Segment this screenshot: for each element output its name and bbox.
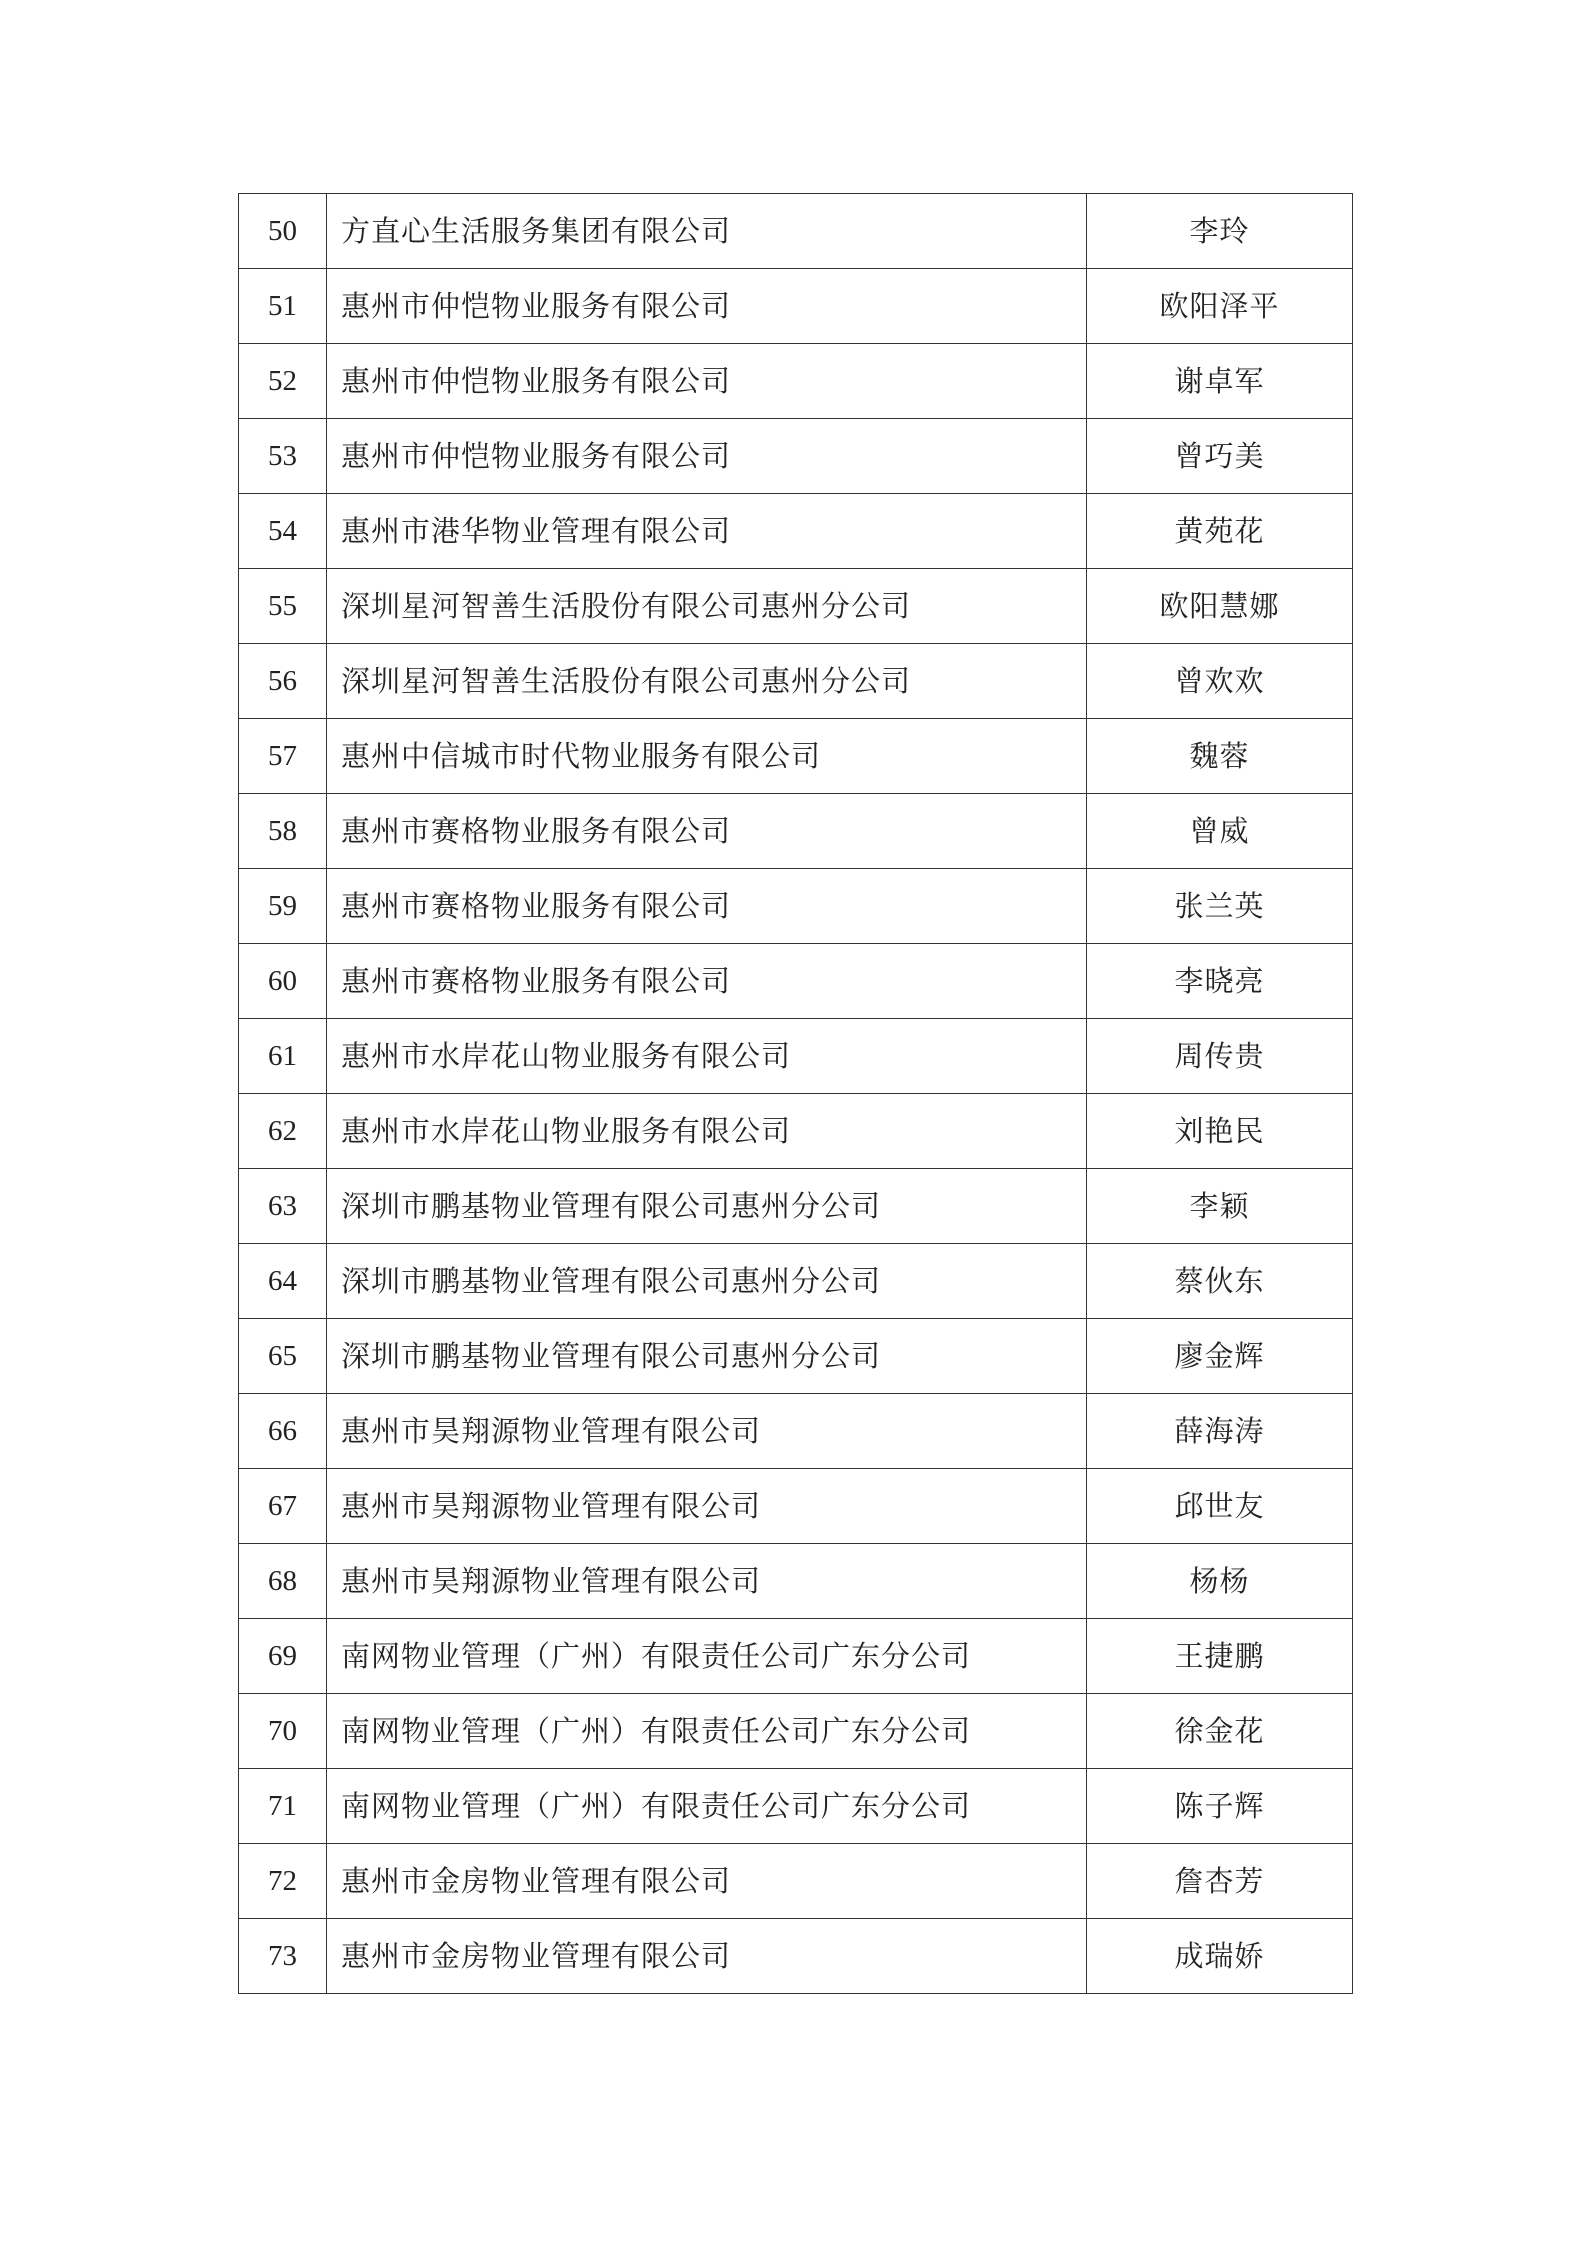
row-number: 56 xyxy=(239,644,327,719)
row-number: 61 xyxy=(239,1019,327,1094)
row-number: 67 xyxy=(239,1469,327,1544)
person-name: 成瑞娇 xyxy=(1087,1919,1353,1994)
person-name: 谢卓军 xyxy=(1087,344,1353,419)
person-name: 曾威 xyxy=(1087,794,1353,869)
company-name: 惠州市昊翔源物业管理有限公司 xyxy=(327,1394,1087,1469)
row-number: 66 xyxy=(239,1394,327,1469)
table-row xyxy=(239,269,1353,344)
person-name: 詹杏芳 xyxy=(1087,1844,1353,1919)
table-row xyxy=(239,1919,1353,1994)
person-name: 杨杨 xyxy=(1087,1544,1353,1619)
table-row xyxy=(239,719,1353,794)
table-row xyxy=(239,1469,1353,1544)
table-row xyxy=(239,1394,1353,1469)
row-number: 51 xyxy=(239,269,327,344)
company-name: 惠州市昊翔源物业管理有限公司 xyxy=(327,1544,1087,1619)
person-name: 李晓亮 xyxy=(1087,944,1353,1019)
table-row xyxy=(239,869,1353,944)
row-number: 53 xyxy=(239,419,327,494)
row-number: 50 xyxy=(239,194,327,269)
company-name: 惠州中信城市时代物业服务有限公司 xyxy=(327,719,1087,794)
company-name: 惠州市赛格物业服务有限公司 xyxy=(327,869,1087,944)
company-name: 方直心生活服务集团有限公司 xyxy=(327,194,1087,269)
person-name: 欧阳慧娜 xyxy=(1087,569,1353,644)
table-row xyxy=(239,1694,1353,1769)
table-row xyxy=(239,569,1353,644)
table-row xyxy=(239,1544,1353,1619)
table-row xyxy=(239,494,1353,569)
row-number: 54 xyxy=(239,494,327,569)
company-name: 深圳星河智善生活股份有限公司惠州分公司 xyxy=(327,569,1087,644)
company-name: 惠州市金房物业管理有限公司 xyxy=(327,1919,1087,1994)
company-name: 惠州市港华物业管理有限公司 xyxy=(327,494,1087,569)
company-name: 惠州市赛格物业服务有限公司 xyxy=(327,944,1087,1019)
person-name: 蔡伙东 xyxy=(1087,1244,1353,1319)
company-name: 惠州市仲恺物业服务有限公司 xyxy=(327,269,1087,344)
person-name: 曾欢欢 xyxy=(1087,644,1353,719)
company-name: 惠州市水岸花山物业服务有限公司 xyxy=(327,1019,1087,1094)
company-name: 深圳星河智善生活股份有限公司惠州分公司 xyxy=(327,644,1087,719)
company-name: 惠州市水岸花山物业服务有限公司 xyxy=(327,1094,1087,1169)
person-name: 李玲 xyxy=(1087,194,1353,269)
person-name: 张兰英 xyxy=(1087,869,1353,944)
table-row xyxy=(239,644,1353,719)
table-row xyxy=(239,1844,1353,1919)
person-name: 王捷鹏 xyxy=(1087,1619,1353,1694)
table-row xyxy=(239,194,1353,269)
person-name: 欧阳泽平 xyxy=(1087,269,1353,344)
row-number: 59 xyxy=(239,869,327,944)
row-number: 73 xyxy=(239,1919,327,1994)
row-number: 57 xyxy=(239,719,327,794)
table-row xyxy=(239,1094,1353,1169)
table-row xyxy=(239,1769,1353,1844)
row-number: 72 xyxy=(239,1844,327,1919)
row-number: 55 xyxy=(239,569,327,644)
company-name: 惠州市仲恺物业服务有限公司 xyxy=(327,344,1087,419)
person-name: 刘艳民 xyxy=(1087,1094,1353,1169)
row-number: 69 xyxy=(239,1619,327,1694)
row-number: 58 xyxy=(239,794,327,869)
company-name: 惠州市金房物业管理有限公司 xyxy=(327,1844,1087,1919)
roster-table-body xyxy=(239,194,1353,1994)
table-row xyxy=(239,344,1353,419)
company-name: 南网物业管理（广州）有限责任公司广东分公司 xyxy=(327,1694,1087,1769)
person-name: 廖金辉 xyxy=(1087,1319,1353,1394)
row-number: 52 xyxy=(239,344,327,419)
person-name: 邱世友 xyxy=(1087,1469,1353,1544)
row-number: 68 xyxy=(239,1544,327,1619)
row-number: 62 xyxy=(239,1094,327,1169)
row-number: 64 xyxy=(239,1244,327,1319)
table-row xyxy=(239,1619,1353,1694)
table-row xyxy=(239,1019,1353,1094)
table-row xyxy=(239,1319,1353,1394)
person-name: 周传贵 xyxy=(1087,1019,1353,1094)
roster-table xyxy=(238,193,1353,1994)
row-number: 60 xyxy=(239,944,327,1019)
table-row xyxy=(239,794,1353,869)
table-row xyxy=(239,1169,1353,1244)
row-number: 63 xyxy=(239,1169,327,1244)
person-name: 薛海涛 xyxy=(1087,1394,1353,1469)
company-name: 深圳市鹏基物业管理有限公司惠州分公司 xyxy=(327,1244,1087,1319)
person-name: 黄苑花 xyxy=(1087,494,1353,569)
person-name: 李颖 xyxy=(1087,1169,1353,1244)
table-row xyxy=(239,1244,1353,1319)
company-name: 南网物业管理（广州）有限责任公司广东分公司 xyxy=(327,1769,1087,1844)
company-name: 深圳市鹏基物业管理有限公司惠州分公司 xyxy=(327,1169,1087,1244)
company-name: 深圳市鹏基物业管理有限公司惠州分公司 xyxy=(327,1319,1087,1394)
person-name: 陈子辉 xyxy=(1087,1769,1353,1844)
person-name: 魏蓉 xyxy=(1087,719,1353,794)
company-name: 南网物业管理（广州）有限责任公司广东分公司 xyxy=(327,1619,1087,1694)
company-name: 惠州市仲恺物业服务有限公司 xyxy=(327,419,1087,494)
company-name: 惠州市昊翔源物业管理有限公司 xyxy=(327,1469,1087,1544)
row-number: 71 xyxy=(239,1769,327,1844)
person-name: 徐金花 xyxy=(1087,1694,1353,1769)
row-number: 65 xyxy=(239,1319,327,1394)
table-row xyxy=(239,419,1353,494)
table-row xyxy=(239,944,1353,1019)
person-name: 曾巧美 xyxy=(1087,419,1353,494)
row-number: 70 xyxy=(239,1694,327,1769)
company-name: 惠州市赛格物业服务有限公司 xyxy=(327,794,1087,869)
